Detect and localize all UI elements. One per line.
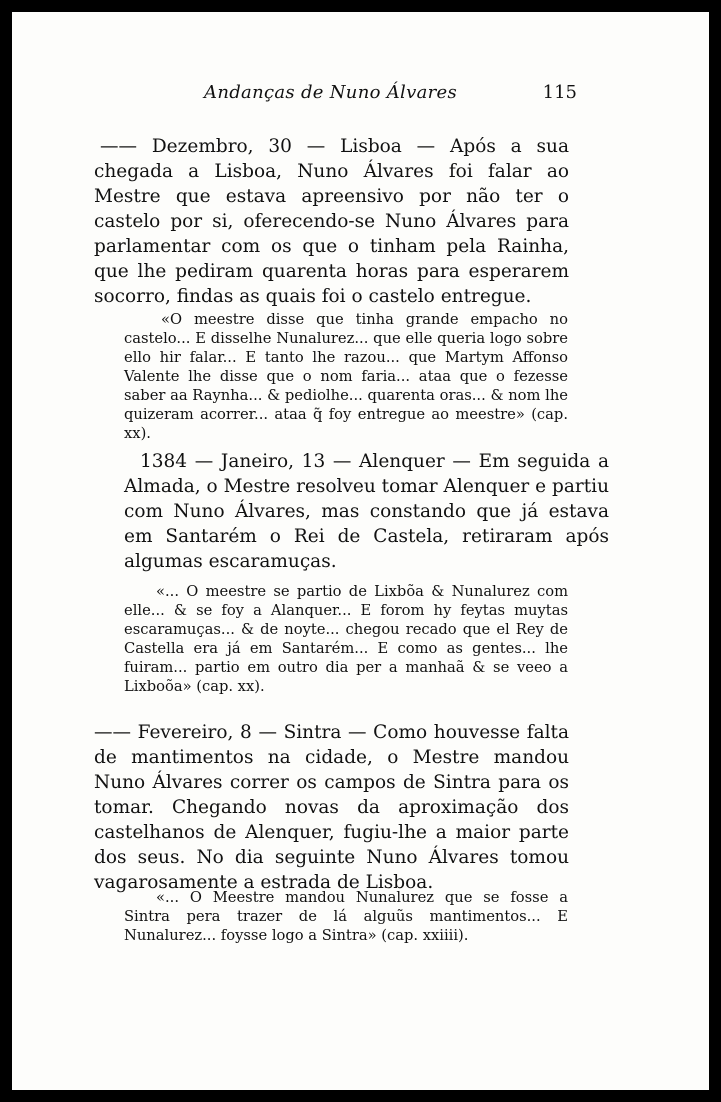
chronology-entry-fevereiro: —— Fevereiro, 8 — Sintra — Como houvesse falta de mantimentos na cidade, o Mestre mandou Nuno Álvares correr os campos de Sintra para os tomar. Chegando novas da aproximação dos castelhanos de Alenquer, fugiu-lhe a maior parte dos seus. No dia seguinte Nuno Álvares tomou vagarosamente a estrada de Lisboa.: [94, 722, 569, 893]
chronicle-quote-1: «O meestre disse que tinha grande empacho no castelo... E disselhe Nunalurez... que elle queria logo sobre ello hir falar... E tanto lhe razou... que Martym Affonso Valente lhe disse que o nom faria... ataa que o fezesse saber aa Raynha... & pediolhe... quarenta oras... & nom lhe quizeram acorrer... ataa q̃ foy entregue ao meestre» (cap. xx).: [124, 311, 568, 442]
page-number: 115: [542, 82, 577, 103]
chronicle-quote-2: «... O meestre se partio de Lixbõa & Nunalurez com elle... & se foy a Alanquer... E forom hy feytas muytas escaramuças... & de noyte... chegou recado que el Rey de Castella era já em Santarém... E como as gentes... lhe fuiram... partio em outro dia per a manhaã & se veeo a Lixboõa» (cap. xx).: [124, 583, 568, 695]
chronicle-quote-3: «... O Meestre mandou Nunalurez que se fosse a Sintra pera trazer de lá alguũs mantimentos... E Nunalurez... foysse logo a Sintra» (cap. xxiiii).: [124, 889, 568, 944]
chronology-entry-janeiro: 1384 — Janeiro, 13 — Alenquer — Em seguida a Almada, o Mestre resolveu tomar Alenquer e partiu com Nuno Álvares, mas constando que já estava em Santarém o Rei de Castela, retiraram após algumas escaramuças.: [124, 451, 609, 572]
chronology-entry-dezembro: —— Dezembro, 30 — Lisboa — Após a sua chegada a Lisboa, Nuno Álvares foi falar ao Mestre que estava apreensivo por não ter o castelo por si, oferecendo-se Nuno Álvares para parlamentar com os que o tinham pela Rainha, que lhe pediram quarenta horas para esperarem socorro, findas as quais foi o castelo entregue.: [94, 136, 569, 307]
running-title: Andanças de Nuno Álvares: [204, 82, 457, 103]
page-header: [132, 82, 577, 112]
book-page: [12, 12, 709, 1090]
